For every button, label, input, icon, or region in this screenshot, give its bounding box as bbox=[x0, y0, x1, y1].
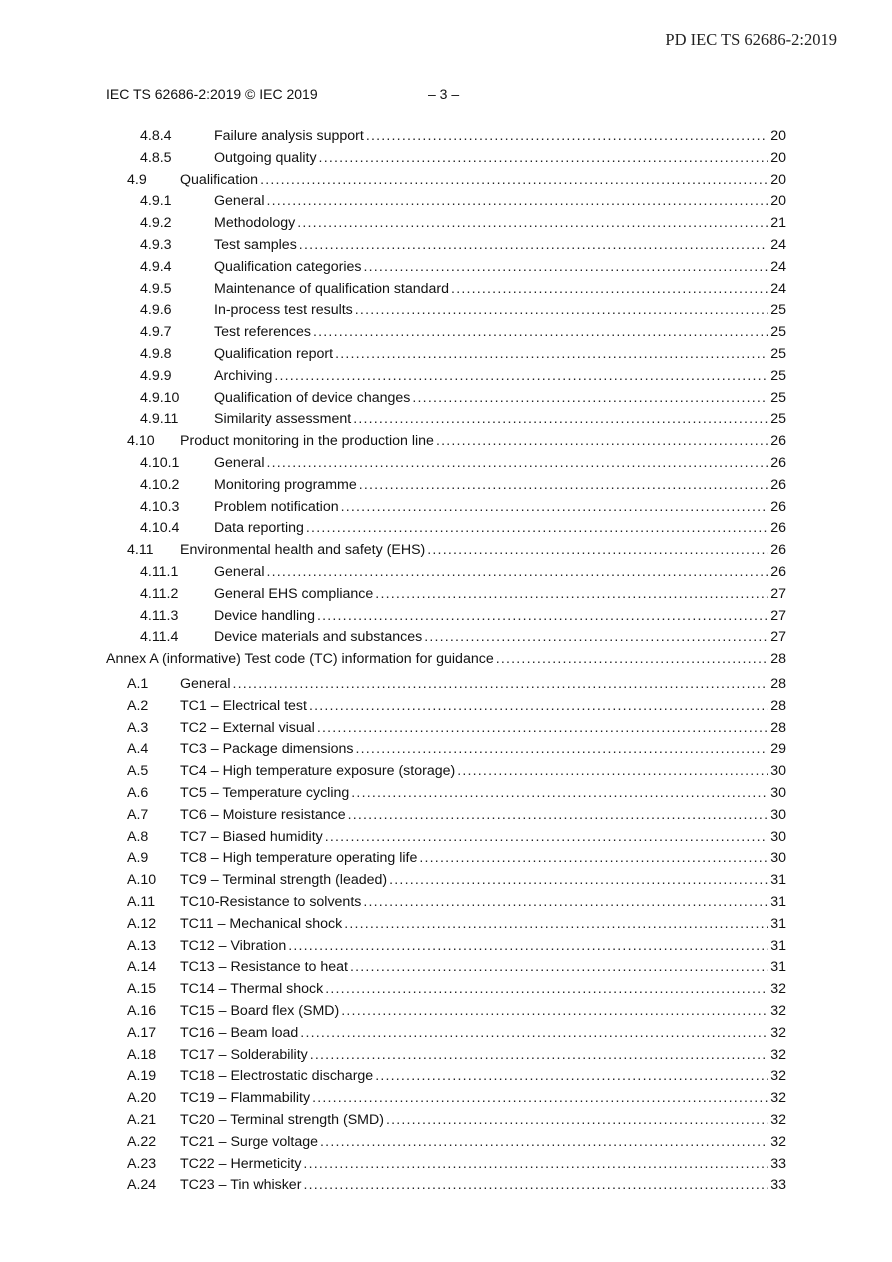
toc-entry-title: Failure analysis support bbox=[214, 128, 364, 144]
toc-entry[interactable] bbox=[140, 256, 786, 278]
dot-leader bbox=[353, 408, 768, 430]
toc-entry-number: A.5 bbox=[127, 763, 149, 780]
dot-leader bbox=[419, 847, 768, 869]
toc-entry[interactable] bbox=[140, 517, 786, 539]
toc-entry-number: 4.9 bbox=[127, 171, 147, 188]
toc-entry[interactable] bbox=[140, 365, 786, 387]
toc-entry-page: 32 bbox=[770, 1090, 786, 1107]
toc-entry-page: 28 bbox=[770, 676, 786, 692]
toc-entry[interactable] bbox=[127, 539, 786, 561]
toc-entry-number: A.21 bbox=[127, 1112, 157, 1128]
dot-leader bbox=[427, 539, 768, 561]
toc-entry-page: 26 bbox=[770, 564, 786, 580]
toc-entry-page: 20 bbox=[770, 193, 786, 210]
toc-entry[interactable] bbox=[140, 321, 786, 343]
dot-leader bbox=[300, 1022, 768, 1044]
dot-leader bbox=[496, 648, 769, 670]
toc-entry-title: TC1 – Electrical test bbox=[180, 697, 307, 714]
dot-leader bbox=[366, 125, 768, 147]
toc-entry-title: TC3 – Package dimensions bbox=[180, 741, 354, 758]
toc-entry-title: Qualification bbox=[180, 171, 259, 188]
toc-entry[interactable] bbox=[127, 913, 786, 935]
toc-entry-page: 32 bbox=[770, 1046, 786, 1063]
toc-entry-title: Qualification of device changes bbox=[214, 389, 411, 406]
toc-entry-number: 4.10.4 bbox=[140, 520, 180, 537]
toc-entry-number: 4.11.4 bbox=[140, 629, 179, 646]
toc-entry-page: 20 bbox=[770, 149, 786, 166]
toc-entry-page: 24 bbox=[770, 280, 786, 297]
toc-entry-number: 4.9.5 bbox=[140, 280, 172, 297]
dot-leader bbox=[375, 1065, 768, 1087]
toc-entry-title: Test samples bbox=[214, 237, 297, 253]
toc-entry-title: TC11 – Mechanical shock bbox=[180, 915, 343, 932]
toc-entry-title: Product monitoring in the production line bbox=[180, 433, 434, 450]
toc-entry-page: 20 bbox=[770, 128, 786, 144]
toc-entry[interactable] bbox=[127, 1087, 786, 1109]
page-header bbox=[106, 86, 460, 102]
toc-entry[interactable] bbox=[127, 169, 786, 191]
toc-entry-page: 33 bbox=[770, 1177, 786, 1194]
toc-entry-number: A.11 bbox=[127, 894, 156, 910]
dot-leader bbox=[451, 278, 768, 300]
toc-entry[interactable] bbox=[127, 782, 786, 804]
toc-entry[interactable] bbox=[127, 804, 786, 826]
toc-entry[interactable] bbox=[140, 343, 786, 365]
toc-entry-title: TC21 – Surge voltage bbox=[180, 1133, 319, 1150]
dot-leader bbox=[344, 913, 768, 935]
toc-entry[interactable] bbox=[140, 212, 786, 234]
dot-leader bbox=[266, 561, 768, 583]
toc-entry-number: A.12 bbox=[127, 915, 157, 932]
toc-entry[interactable] bbox=[127, 717, 786, 739]
toc-entry-number: A.8 bbox=[127, 828, 149, 845]
dot-leader bbox=[325, 826, 768, 848]
toc-entry-title: Device materials and substances bbox=[214, 629, 423, 646]
toc-entry-page: 25 bbox=[770, 346, 786, 362]
toc-entry-number: A.22 bbox=[127, 1133, 157, 1150]
toc-entry-page: 27 bbox=[770, 629, 786, 646]
dot-leader bbox=[335, 343, 768, 365]
toc-entry-title: Environmental health and safety (EHS) bbox=[180, 542, 426, 559]
toc-entry-number: 4.9.6 bbox=[140, 302, 172, 319]
toc-entry-number: 4.10.2 bbox=[140, 476, 180, 493]
toc-entry-title: TC17 – Solderability bbox=[180, 1046, 308, 1063]
toc-entry[interactable] bbox=[140, 605, 786, 627]
toc-entry-title: TC15 – Board flex (SMD) bbox=[180, 1003, 340, 1019]
toc-entry-page: 30 bbox=[770, 785, 786, 801]
dot-leader bbox=[306, 517, 768, 539]
toc-entry-page: 26 bbox=[770, 476, 786, 493]
toc-entry[interactable] bbox=[140, 452, 786, 474]
toc-entry-number: A.17 bbox=[127, 1024, 157, 1041]
toc-entry-title: Device handling bbox=[214, 607, 315, 624]
toc-entry-page: 32 bbox=[770, 1068, 786, 1085]
toc-entry[interactable] bbox=[127, 673, 786, 695]
toc-entry[interactable] bbox=[127, 978, 786, 1000]
toc-entry-page: 30 bbox=[770, 828, 786, 845]
toc-entry-title: Maintenance of qualification standard bbox=[214, 280, 450, 297]
toc-entry-page: 28 bbox=[770, 697, 786, 714]
dot-leader bbox=[303, 1153, 768, 1175]
toc-entry-number: A.2 bbox=[127, 697, 149, 714]
toc-entry-title: Annex A (informative) Test code (TC) information for guidance bbox=[106, 651, 494, 668]
toc-entry[interactable] bbox=[140, 278, 786, 300]
toc-entry-page: 26 bbox=[770, 498, 786, 515]
toc-entry-page: 20 bbox=[770, 171, 786, 188]
toc-entry-title: Similarity assessment bbox=[214, 411, 352, 428]
toc-entry-page: 32 bbox=[770, 1112, 786, 1128]
toc-entry-page: 32 bbox=[770, 1133, 786, 1150]
toc-entry-title: General bbox=[214, 564, 265, 580]
dot-leader bbox=[232, 673, 768, 695]
dot-leader bbox=[363, 256, 768, 278]
toc-entry-number: 4.9.11 bbox=[140, 411, 179, 428]
dot-leader bbox=[355, 299, 768, 321]
toc-entry-title: TC2 – External visual bbox=[180, 719, 315, 736]
toc-entry-number: A.1 bbox=[127, 676, 149, 692]
dot-leader bbox=[299, 234, 768, 256]
dot-leader bbox=[436, 430, 768, 452]
toc-entry-number: A.24 bbox=[127, 1177, 157, 1194]
dot-leader bbox=[309, 695, 768, 717]
toc-entry-page: 32 bbox=[770, 1003, 786, 1019]
toc-entry-number: 4.10.3 bbox=[140, 498, 180, 515]
toc-entry-title: Qualification report bbox=[214, 346, 334, 362]
toc-entry-page: 24 bbox=[770, 258, 786, 275]
toc-entry-page: 27 bbox=[770, 585, 786, 602]
toc-entry[interactable] bbox=[127, 695, 786, 717]
toc-entry-number: A.19 bbox=[127, 1068, 157, 1085]
toc-entry-title: TC18 – Electrostatic discharge bbox=[180, 1068, 374, 1085]
toc-entry-number: 4.11.2 bbox=[140, 585, 179, 602]
toc-entry[interactable] bbox=[127, 826, 786, 848]
toc-entry-title: TC20 – Terminal strength (SMD) bbox=[180, 1112, 384, 1128]
toc-entry[interactable] bbox=[127, 1153, 786, 1175]
dot-leader bbox=[351, 782, 768, 804]
toc-entry-title: TC13 – Resistance to heat bbox=[180, 959, 348, 976]
toc-entry-number: 4.9.3 bbox=[140, 237, 172, 253]
toc-entry[interactable] bbox=[127, 760, 786, 782]
toc-entry[interactable] bbox=[127, 935, 786, 957]
toc-entry-title: General EHS compliance bbox=[214, 585, 374, 602]
toc-entry-number: 4.11 bbox=[127, 542, 154, 559]
dot-leader bbox=[312, 1087, 768, 1109]
toc-entry-number: 4.10.1 bbox=[140, 455, 180, 471]
toc-entry-page: 31 bbox=[770, 894, 786, 910]
dot-leader bbox=[317, 605, 768, 627]
toc-entry-page: 25 bbox=[770, 367, 786, 384]
toc-entry-title: TC4 – High temperature exposure (storage) bbox=[180, 763, 456, 780]
toc-entry-page: 32 bbox=[770, 981, 786, 998]
toc-entry[interactable] bbox=[127, 1174, 786, 1196]
toc-entry-title: TC22 – Hermeticity bbox=[180, 1155, 302, 1172]
toc-entry-page: 31 bbox=[770, 959, 786, 976]
dot-leader bbox=[359, 474, 768, 496]
toc-entry[interactable] bbox=[140, 474, 786, 496]
toc-entry-page: 27 bbox=[770, 607, 786, 624]
toc-entry-page: 26 bbox=[770, 433, 786, 450]
dot-leader bbox=[274, 365, 768, 387]
toc-entry-number: 4.11.1 bbox=[140, 564, 179, 580]
toc-entry-number: A.20 bbox=[127, 1090, 157, 1107]
dot-leader bbox=[313, 321, 768, 343]
dot-leader bbox=[363, 891, 768, 913]
dot-leader bbox=[320, 1131, 768, 1153]
toc-entry-page: 29 bbox=[770, 741, 786, 758]
dot-leader bbox=[350, 956, 768, 978]
toc-entry[interactable] bbox=[127, 847, 786, 869]
toc-entry-title: TC7 – Biased humidity bbox=[180, 828, 323, 845]
toc-entry-title: General bbox=[180, 676, 231, 692]
toc-entry[interactable] bbox=[140, 387, 786, 409]
toc-entry-page: 25 bbox=[770, 389, 786, 406]
toc-entry-number: A.6 bbox=[127, 785, 149, 801]
toc-entry-title: TC9 – Terminal strength (leaded) bbox=[180, 872, 388, 889]
toc-entry-number: 4.8.5 bbox=[140, 149, 172, 166]
toc-entry-number: 4.9.2 bbox=[140, 215, 172, 232]
toc-entry-number: A.9 bbox=[127, 850, 149, 867]
toc-entry-number: 4.11.3 bbox=[140, 607, 179, 624]
toc-entry-number: A.15 bbox=[127, 981, 157, 998]
toc-entry-number: A.16 bbox=[127, 1003, 157, 1019]
toc-entry-number: 4.9.1 bbox=[140, 193, 172, 210]
dot-leader bbox=[266, 190, 768, 212]
toc-entry-page: 25 bbox=[770, 324, 786, 341]
toc-entry[interactable] bbox=[140, 125, 786, 147]
header-left-text: IEC TS 62686-2:2019 © IEC 2019 bbox=[106, 86, 318, 102]
dot-leader bbox=[297, 212, 768, 234]
dot-leader bbox=[341, 496, 769, 518]
toc-entry-title: Problem notification bbox=[214, 498, 339, 515]
toc-entry-page: 28 bbox=[770, 719, 786, 736]
toc-entry-page: 26 bbox=[770, 520, 786, 537]
toc-entry-page: 31 bbox=[770, 872, 786, 889]
toc-entry-title: TC5 – Temperature cycling bbox=[180, 785, 350, 801]
dot-leader bbox=[375, 583, 768, 605]
toc-entry-title: TC12 – Vibration bbox=[180, 937, 287, 954]
toc-entry[interactable] bbox=[127, 1000, 786, 1022]
toc-entry-title: TC8 – High temperature operating life bbox=[180, 850, 418, 867]
toc-entry-page: 33 bbox=[770, 1155, 786, 1172]
toc-entry[interactable] bbox=[140, 496, 786, 518]
toc-entry-number: 4.9.9 bbox=[140, 367, 172, 384]
dot-leader bbox=[386, 1109, 768, 1131]
dot-leader bbox=[319, 147, 769, 169]
toc-entry[interactable] bbox=[127, 891, 786, 913]
toc-entry-page: 30 bbox=[770, 806, 786, 823]
toc-entry[interactable] bbox=[140, 626, 786, 648]
toc-entry-number: A.4 bbox=[127, 741, 149, 758]
toc-entry-number: A.14 bbox=[127, 959, 157, 976]
toc-entry[interactable] bbox=[127, 738, 786, 760]
toc-entry[interactable] bbox=[127, 1131, 786, 1153]
toc-entry-title: Test references bbox=[214, 324, 311, 341]
dot-leader bbox=[303, 1174, 768, 1196]
toc-entry-page: 30 bbox=[770, 850, 786, 867]
toc-entry-number: A.7 bbox=[127, 806, 149, 823]
dot-leader bbox=[424, 626, 768, 648]
toc-entry[interactable] bbox=[140, 561, 786, 583]
dot-leader bbox=[348, 804, 769, 826]
toc-entry-number: A.13 bbox=[127, 937, 157, 954]
toc-entry-number: A.23 bbox=[127, 1155, 157, 1172]
toc-entry-page: 25 bbox=[770, 411, 786, 428]
dot-leader bbox=[341, 1000, 768, 1022]
dot-leader bbox=[310, 1044, 768, 1066]
dot-leader bbox=[317, 717, 768, 739]
toc-entry-number: A.10 bbox=[127, 872, 157, 889]
toc-entry-page: 21 bbox=[770, 215, 786, 232]
toc-entry-page: 28 bbox=[770, 651, 786, 668]
toc-entry-title: Methodology bbox=[214, 215, 296, 232]
toc-entry-title: Data reporting bbox=[214, 520, 304, 537]
toc-entry-title: In-process test results bbox=[214, 302, 353, 319]
toc-entry-title: Monitoring programme bbox=[214, 476, 357, 493]
toc-entry-title: TC19 – Flammability bbox=[180, 1090, 311, 1107]
toc-entry-number: 4.9.10 bbox=[140, 389, 180, 406]
toc-entry-title: General bbox=[214, 193, 265, 210]
toc-entry[interactable] bbox=[127, 1044, 786, 1066]
toc-entry-number: 4.9.4 bbox=[140, 258, 172, 275]
toc-entry[interactable] bbox=[106, 648, 786, 670]
header-page-number: – 3 – bbox=[428, 86, 460, 102]
toc-entry-page: 24 bbox=[770, 237, 786, 253]
toc-entry-title: General bbox=[214, 455, 265, 471]
toc-entry-page: 25 bbox=[770, 302, 786, 319]
dot-leader bbox=[389, 869, 768, 891]
toc-entry-title: TC16 – Beam load bbox=[180, 1024, 299, 1041]
toc-entry[interactable] bbox=[140, 234, 786, 256]
dot-leader bbox=[266, 452, 768, 474]
running-header: PD IEC TS 62686-2:2019 bbox=[665, 30, 837, 49]
dot-leader bbox=[457, 760, 768, 782]
dot-leader bbox=[356, 738, 769, 760]
toc-entry[interactable] bbox=[140, 408, 786, 430]
toc-entry-number: 4.9.7 bbox=[140, 324, 172, 341]
toc-entry[interactable] bbox=[140, 299, 786, 321]
toc-entry[interactable] bbox=[127, 956, 786, 978]
toc-entry[interactable] bbox=[127, 430, 786, 452]
dot-leader bbox=[288, 935, 768, 957]
toc-entry-number: A.18 bbox=[127, 1046, 157, 1063]
toc-entry-title: TC10-Resistance to solvents bbox=[180, 894, 362, 910]
toc-entry-number: 4.9.8 bbox=[140, 346, 172, 362]
toc-entry-page: 32 bbox=[770, 1024, 786, 1041]
toc-entry-title: Outgoing quality bbox=[214, 149, 317, 166]
dot-leader bbox=[325, 978, 768, 1000]
toc-entry-page: 26 bbox=[770, 455, 786, 471]
toc-entry-title: TC23 – Tin whisker bbox=[180, 1177, 302, 1194]
toc-entry-title: TC6 – Moisture resistance bbox=[180, 806, 346, 823]
toc-entry-title: Archiving bbox=[214, 367, 273, 384]
toc-entry-number: 4.10 bbox=[127, 433, 155, 450]
toc-entry[interactable] bbox=[127, 1022, 786, 1044]
toc-entry[interactable] bbox=[140, 190, 786, 212]
toc-entry[interactable] bbox=[127, 1109, 786, 1131]
toc-entry[interactable] bbox=[140, 583, 786, 605]
toc-entry-title: Qualification categories bbox=[214, 258, 362, 275]
toc-entry[interactable] bbox=[127, 869, 786, 891]
toc-entry-page: 31 bbox=[770, 937, 786, 954]
dot-leader bbox=[260, 169, 768, 191]
toc-entry[interactable] bbox=[127, 1065, 786, 1087]
toc-entry[interactable] bbox=[140, 147, 786, 169]
toc-entry-page: 31 bbox=[770, 915, 786, 932]
toc-entry-page: 26 bbox=[770, 542, 786, 559]
dot-leader bbox=[412, 387, 768, 409]
toc-entry-title: TC14 – Thermal shock bbox=[180, 981, 324, 998]
toc-entry-number: 4.8.4 bbox=[140, 128, 172, 144]
toc-entry-page: 30 bbox=[770, 763, 786, 780]
toc-entry-number: A.3 bbox=[127, 719, 149, 736]
